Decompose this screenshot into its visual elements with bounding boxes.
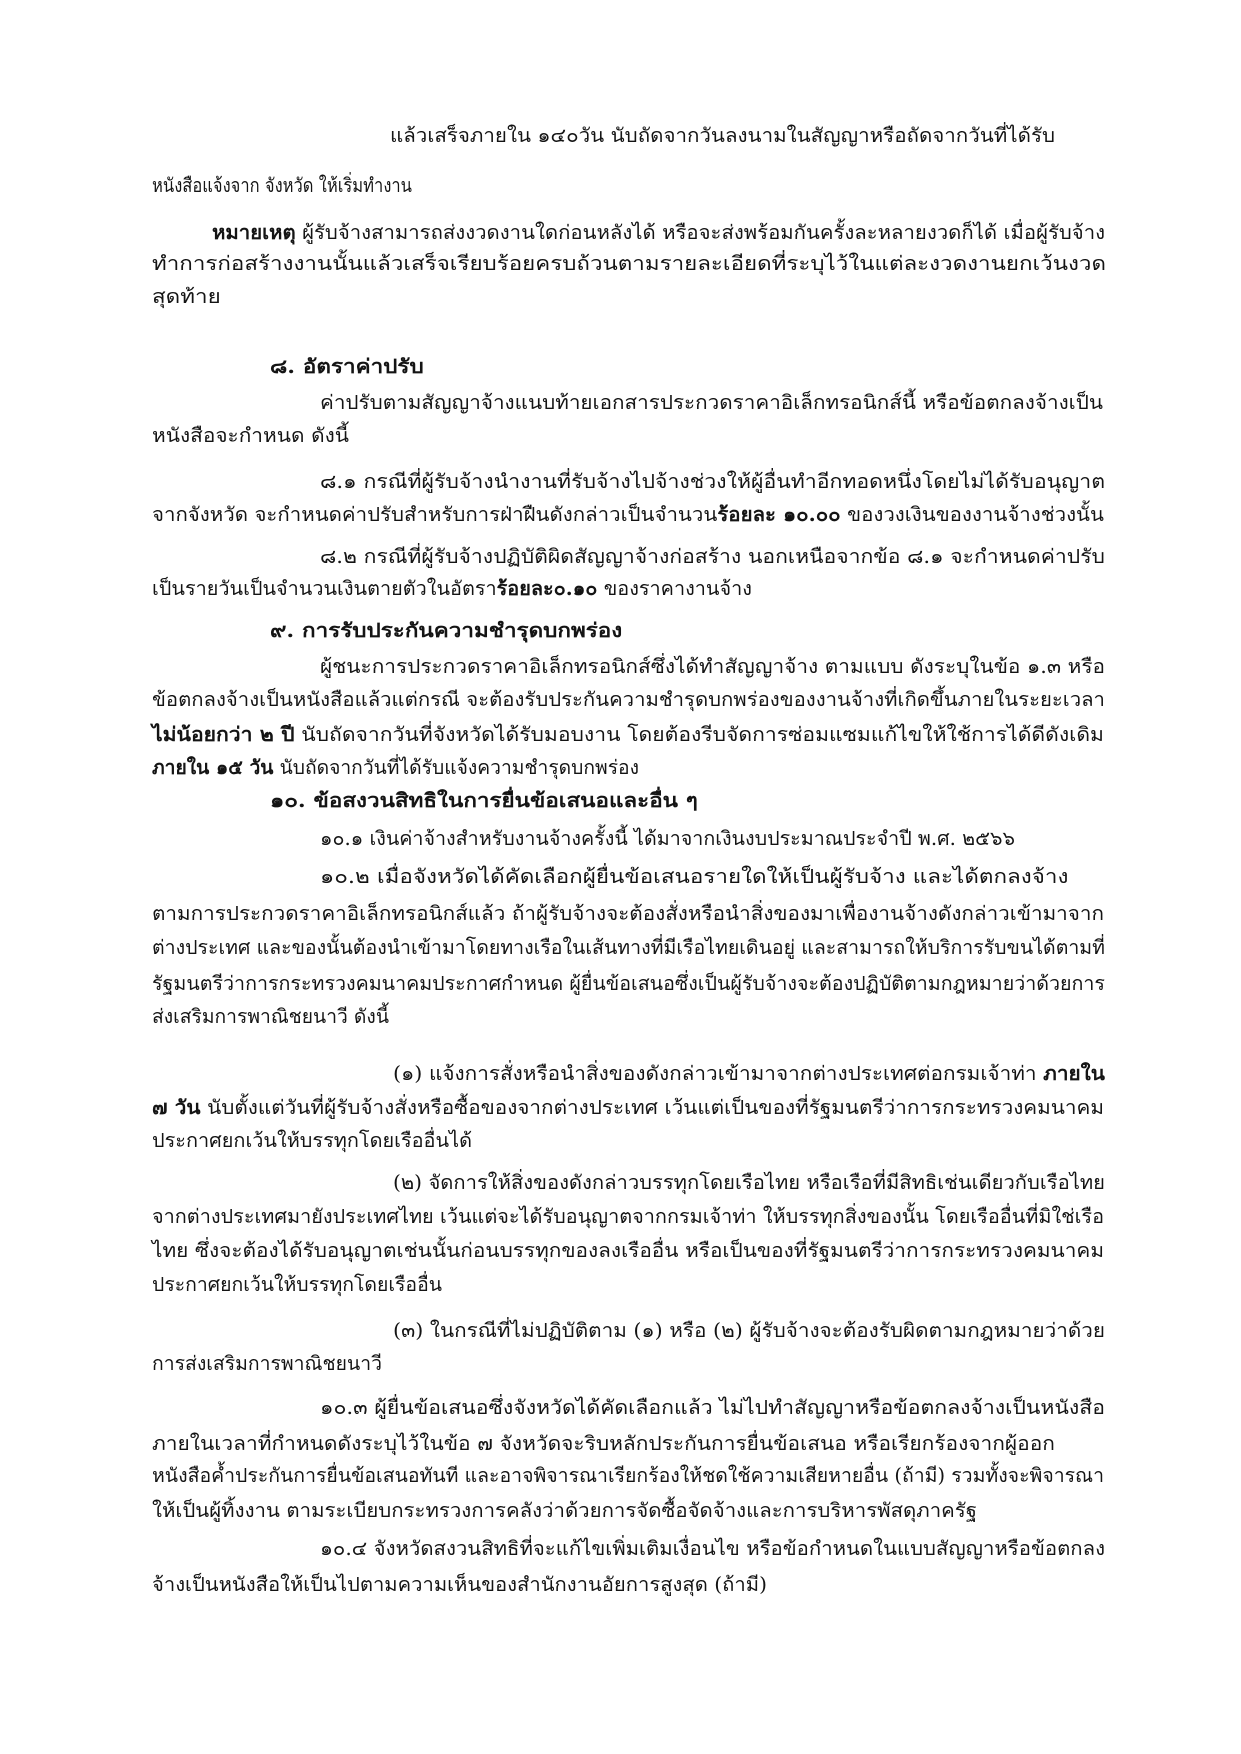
- text-segment: ผู้รับจ้างสามารถส่งงวดงานใดก่อนหลังได้ หรือจะส่งพร้อมกันครั้งละหลายงวดก็ได้ เมื่อผู้รับจ้าง: [295, 221, 1106, 244]
- text-segment: (๑) แจ้งการสั่งหรือนำสิ่งของดังกล่าวเข้ามาจากต่างประเทศต่อกรมเจ้าท่า: [393, 1062, 1044, 1085]
- text-segment: ๘.๑ กรณีที่ผู้รับจ้างนำงานที่รับจ้างไปจ้างช่วงให้ผู้อื่นทำอีกทอดหนึ่งโดยไม่ได้รับอนุญาต: [320, 470, 1106, 493]
- text-line: [152, 1207, 1104, 1227]
- text-segment: นับถัดจากวันที่ได้รับแจ้งความชำรุดบกพร่อง: [273, 756, 640, 779]
- text-line: [152, 176, 412, 196]
- text-line: [270, 357, 424, 377]
- text-segment: ตามการประกวดราคาอิเล็กทรอนิกส์แล้ว ถ้าผู้รับจ้างจะต้องสั่งหรือนำสิ่งของมาเพื่องานจ้างดังกล่าวเข้ามาจาก: [152, 902, 1104, 925]
- text-line: [152, 1275, 442, 1295]
- text-segment: ประกาศยกเว้นให้บรรทุกโดยเรืออื่นได้: [152, 1129, 472, 1152]
- text-line: [320, 1398, 1105, 1418]
- bold-text: ร้อยละ ๑๐.๐๐: [717, 503, 841, 526]
- text-segment: ๑๐.๓ ผู้ยื่นข้อเสนอซึ่งจังหวัดได้คัดเลือกแล้ว ไม่ไปทำสัญญาหรือข้อตกลงจ้างเป็นหนังสือ: [320, 1396, 1105, 1419]
- text-line: [320, 1539, 1105, 1559]
- text-segment: นับตั้งแต่วันที่ผู้รับจ้างสั่งหรือซื้อของจากต่างประเทศ เว้นแต่เป็นของที่รัฐมนตรีว่าการกระทรวงคมนาคม: [200, 1096, 1105, 1119]
- text-line: [270, 621, 622, 641]
- text-segment: หนังสือค้ำประกันการยื่นข้อเสนอทันที และอาจพิจารณาเรียกร้องให้ชดใช้ความเสียหายอื่น (ถ้ามี) รวมทั้งจะพิจารณา: [152, 1464, 1105, 1487]
- text-segment: จากต่างประเทศมายังประเทศไทย เว้นแต่จะได้รับอนุญาตจากกรมเจ้าท่า ให้บรรทุกสิ่งของนั้น โดยเรืออื่นที่มิใช่เรือ: [152, 1205, 1105, 1228]
- text-line: [152, 1501, 977, 1521]
- text-segment: นับถัดจากวันที่จังหวัดได้รับมอบงาน โดยต้องรีบจัดการซ่อมแซมแก้ไขให้ใช้การได้ดีดังเดิม: [294, 723, 1104, 746]
- text-segment: ๑๐.๑ เงินค่าจ้างสำหรับงานจ้างครั้งนี้ ได้มาจากเงินงบประมาณประจำปี พ.ศ. ๒๕๖๖: [320, 827, 1015, 850]
- text-line: [320, 393, 1103, 413]
- text-segment: ๘.๒ กรณีที่ผู้รับจ้างปฏิบัติผิดสัญญาจ้างก่อสร้าง นอกเหนือจากข้อ ๘.๑ จะกำหนดค่าปรับ: [320, 545, 1105, 568]
- text-segment: ของวงเงินของงานจ้างช่วงนั้น: [840, 503, 1104, 526]
- text-segment: เป็นรายวันเป็นจำนวนเงินตายตัวในอัตรา: [152, 577, 497, 600]
- bold-text: ร้อยละ๐.๑๐: [496, 577, 598, 600]
- text-segment: ข้อตกลงจ้างเป็นหนังสือแล้วแต่กรณี จะต้องรับประกันความชำรุดบกพร่องของงานจ้างที่เกิดขึ้นภายในระยะเวลา: [152, 688, 1105, 711]
- bold-text: ภายใน: [1043, 1062, 1105, 1085]
- text-line: [152, 725, 1104, 745]
- bold-text: หมายเหตุ: [212, 221, 296, 244]
- text-segment: ต่างประเทศ และของนั้นต้องนำเข้ามาโดยทางเรือในเส้นทางที่มีเรือไทยเดินอยู่ และสามารถให้บริการรับขนได้ตามที่: [152, 936, 1106, 959]
- text-segment: ๑๐.๔ จังหวัดสงวนสิทธิที่จะแก้ไขเพิ่มเติมเงื่อนไข หรือข้อกำหนดในแบบสัญญาหรือข้อตกลง: [320, 1537, 1105, 1560]
- text-line: [152, 690, 1105, 710]
- text-line: [152, 287, 221, 307]
- text-segment: แล้วเสร็จภายใน ๑๔๐วัน นับถัดจากวันลงนามในสัญญาหรือถัดจากวันที่ได้รับ: [390, 124, 1055, 147]
- text-segment: (๓) ในกรณีที่ไม่ปฏิบัติตาม (๑) หรือ (๒) ผู้รับจ้างจะต้องรับผิดตามกฎหมายว่าด้วย: [393, 1319, 1106, 1342]
- text-segment: ให้เป็นผู้ทิ้งงาน ตามระเบียบกระทรวงการคลังว่าด้วยการจัดซื้อจัดจ้างและการบริหารพัสดุภาครัฐ: [152, 1499, 977, 1522]
- text-line: [390, 126, 1055, 146]
- text-segment: ค่าปรับตามสัญญาจ้างแนบท้ายเอกสารประกวดราคาอิเล็กทรอนิกส์นี้ หรือข้อตกลงจ้างเป็น: [320, 391, 1104, 414]
- text-segment: ผู้ชนะการประกวดราคาอิเล็กทรอนิกส์ซึ่งได้ทำสัญญาจ้าง ตามแบบ ดังระบุในข้อ ๑.๓ หรือ: [320, 655, 1106, 678]
- text-line: [320, 547, 1105, 567]
- text-line: [152, 505, 1104, 525]
- text-line: [212, 223, 1105, 243]
- text-line: [152, 579, 752, 599]
- text-segment: ๑๐.๒ เมื่อจังหวัดได้คัดเลือกผู้ยื่นข้อเสนอรายใดให้เป็นผู้รับจ้าง และได้ตกลงจ้าง: [320, 865, 1069, 888]
- text-line: [152, 974, 1105, 994]
- text-line: [152, 1575, 767, 1595]
- text-line: [152, 1466, 1104, 1486]
- bold-text: ๘. อัตราค่าปรับ: [270, 355, 424, 378]
- text-segment: หนังสือจะกำหนด ดังนี้: [152, 424, 350, 447]
- text-segment: หนังสือแจ้งจาก จังหวัด ให้เริ่มทำงาน: [152, 174, 412, 197]
- text-line: [152, 1007, 389, 1027]
- text-line: [152, 904, 1104, 924]
- text-line: [320, 657, 1105, 677]
- text-segment: ทำการก่อสร้างงานนั้นแล้วเสร็จเรียบร้อยครบถ้วนตามรายละเอียดที่ระบุไว้ในแต่ละงวดงานยกเว้นงวด: [152, 252, 1106, 275]
- text-line: [152, 1241, 1104, 1261]
- bold-text: ๗ วัน: [152, 1096, 201, 1119]
- text-line: [152, 1354, 382, 1374]
- text-segment: รัฐมนตรีว่าการกระทรวงคมนาคมประกาศกำหนด ผู้ยื่นข้อเสนอซึ่งเป็นผู้รับจ้างจะต้องปฏิบัติตามกฎหมายว่าด้วยการ: [152, 972, 1105, 995]
- text-line: [393, 1064, 1105, 1084]
- text-segment: จ้างเป็นหนังสือให้เป็นไปตามความเห็นของสำนักงานอัยการสูงสุด (ถ้ามี): [152, 1573, 767, 1596]
- text-segment: ของราคางานจ้าง: [597, 577, 752, 600]
- text-line: [152, 1098, 1104, 1118]
- text-line: [152, 254, 1106, 274]
- text-line: [320, 867, 1068, 887]
- text-segment: สุดท้าย: [152, 285, 221, 308]
- bold-text: ๙. การรับประกันความชำรุดบกพร่อง: [270, 619, 623, 642]
- text-segment: ประกาศยกเว้นให้บรรทุกโดยเรืออื่น: [152, 1273, 442, 1296]
- text-segment: ภายในเวลาที่กำหนดดังระบุไว้ในข้อ ๗ จังหวัดจะริบหลักประกันการยื่นข้อเสนอ หรือเรียกร้องจากผู้ออก: [152, 1432, 1055, 1455]
- text-segment: ไทย ซึ่งจะต้องได้รับอนุญาตเช่นนั้นก่อนบรรทุกของลงเรืออื่น หรือเป็นของที่รัฐมนตรีว่าการกระทรวงคมนาคม: [152, 1239, 1105, 1262]
- text-line: [152, 426, 349, 446]
- text-line: [152, 758, 639, 778]
- text-segment: ส่งเสริมการพาณิชยนาวี ดังนี้: [152, 1005, 389, 1028]
- text-line: [393, 1173, 1105, 1193]
- text-line: [152, 1434, 1055, 1454]
- text-segment: การส่งเสริมการพาณิชยนาวี: [152, 1352, 383, 1375]
- text-segment: (๒) จัดการให้สิ่งของดังกล่าวบรรทุกโดยเรือไทย หรือเรือที่มีสิทธิเช่นเดียวกับเรือไทย: [393, 1171, 1106, 1194]
- text-line: [320, 829, 1015, 849]
- bold-text: ไม่น้อยกว่า ๒ ปี: [152, 723, 295, 746]
- text-line: [152, 938, 1105, 958]
- bold-text: ภายใน ๑๕ วัน: [152, 756, 274, 779]
- text-line: [320, 472, 1105, 492]
- text-segment: จากจังหวัด จะกำหนดค่าปรับสำหรับการฝ่าฝืนดังกล่าวเป็นจำนวน: [152, 503, 718, 526]
- text-line: [270, 791, 698, 811]
- text-line: [393, 1321, 1105, 1341]
- bold-text: ๑๐. ข้อสงวนสิทธิในการยื่นข้อเสนอและอื่น ๆ: [270, 789, 698, 812]
- text-line: [152, 1131, 472, 1151]
